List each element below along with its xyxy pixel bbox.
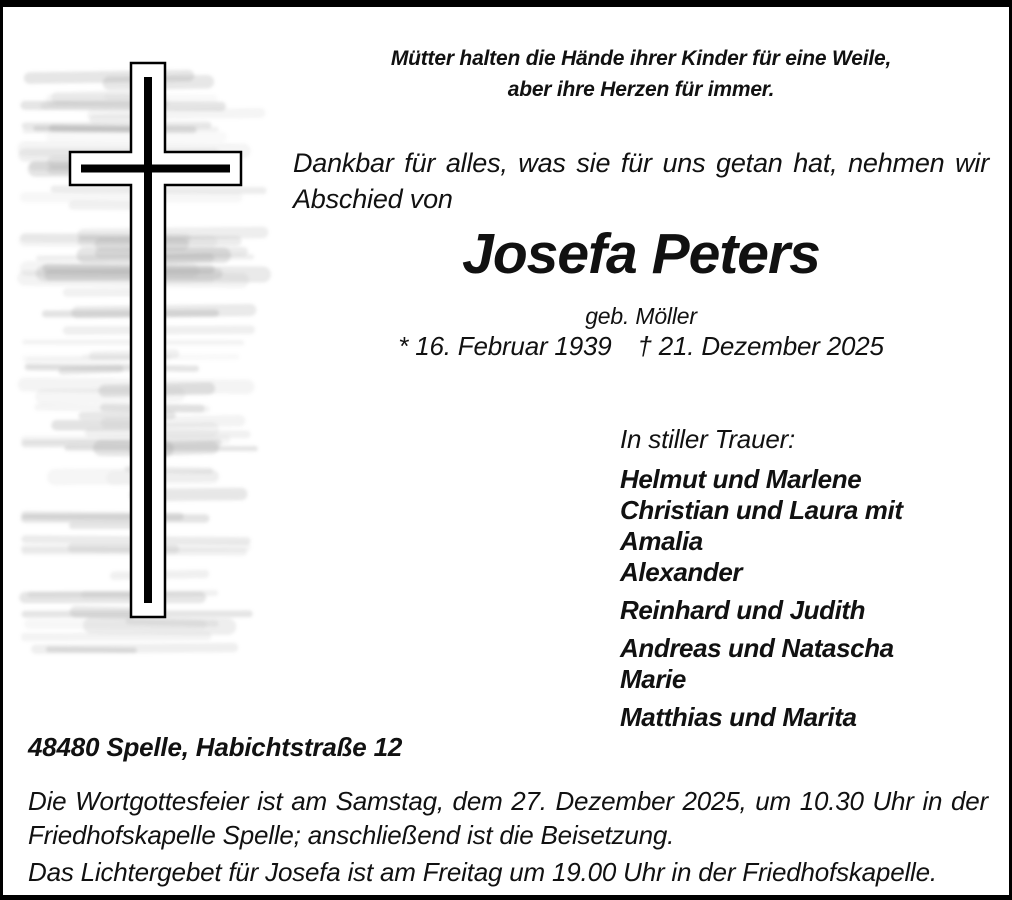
mourner-group — [620, 633, 989, 695]
mourner-group — [620, 595, 989, 626]
maiden-name: geb. Möller — [585, 303, 697, 329]
mourner-group — [620, 702, 989, 733]
service-info — [28, 784, 988, 852]
birth-date: * 16. Februar 1939 — [398, 331, 612, 361]
intro-line: Abschied von — [293, 184, 453, 214]
footer-section — [28, 730, 988, 889]
motto-line: Mütter halten die Hände ihrer Kinder für eine Weile, — [390, 47, 892, 70]
deceased-name: Josefa Peters — [462, 222, 820, 286]
mourner-line: Alexander — [620, 557, 743, 587]
intro-line: Dankbar für alles, was sie für uns getan hat, nehmen wir — [293, 148, 989, 178]
death-date: † 21. Dezember 2025 — [637, 331, 884, 361]
mourning-header: In stiller Trauer: — [620, 424, 796, 454]
service-line: Friedhofskapelle Spelle; anschließend ist die Beisetzung. — [28, 820, 675, 850]
mourner-line: Andreas und Natascha — [620, 633, 894, 663]
mourners-section — [620, 424, 989, 740]
mourner-line: Helmut und Marlene — [620, 464, 862, 494]
mourner-group — [620, 464, 989, 588]
service-line: Die Wortgottesfeier ist am Samstag, dem 27. Dezember 2025, um 10.30 Uhr in der — [28, 786, 988, 816]
cross-sketch — [11, 45, 276, 705]
light-prayer-info — [28, 855, 988, 889]
motto-line: aber ihre Herzen für immer. — [507, 78, 775, 101]
mourner-line: Christian und Laura mit Amalia — [620, 495, 903, 556]
address-line: 48480 Spelle, Habichtstraße 12 — [28, 732, 403, 762]
intro-paragraph — [293, 145, 989, 217]
mourner-line: Marie — [620, 664, 686, 694]
motto — [293, 43, 989, 105]
life-dates — [293, 331, 989, 362]
mourner-line: Reinhard und Judith — [620, 595, 866, 625]
mourner-line: Matthias und Marita — [620, 702, 857, 732]
light-prayer-line: Das Lichtergebet für Josefa ist am Freitag um 19.00 Uhr in der Friedhofskapelle. — [28, 857, 937, 887]
